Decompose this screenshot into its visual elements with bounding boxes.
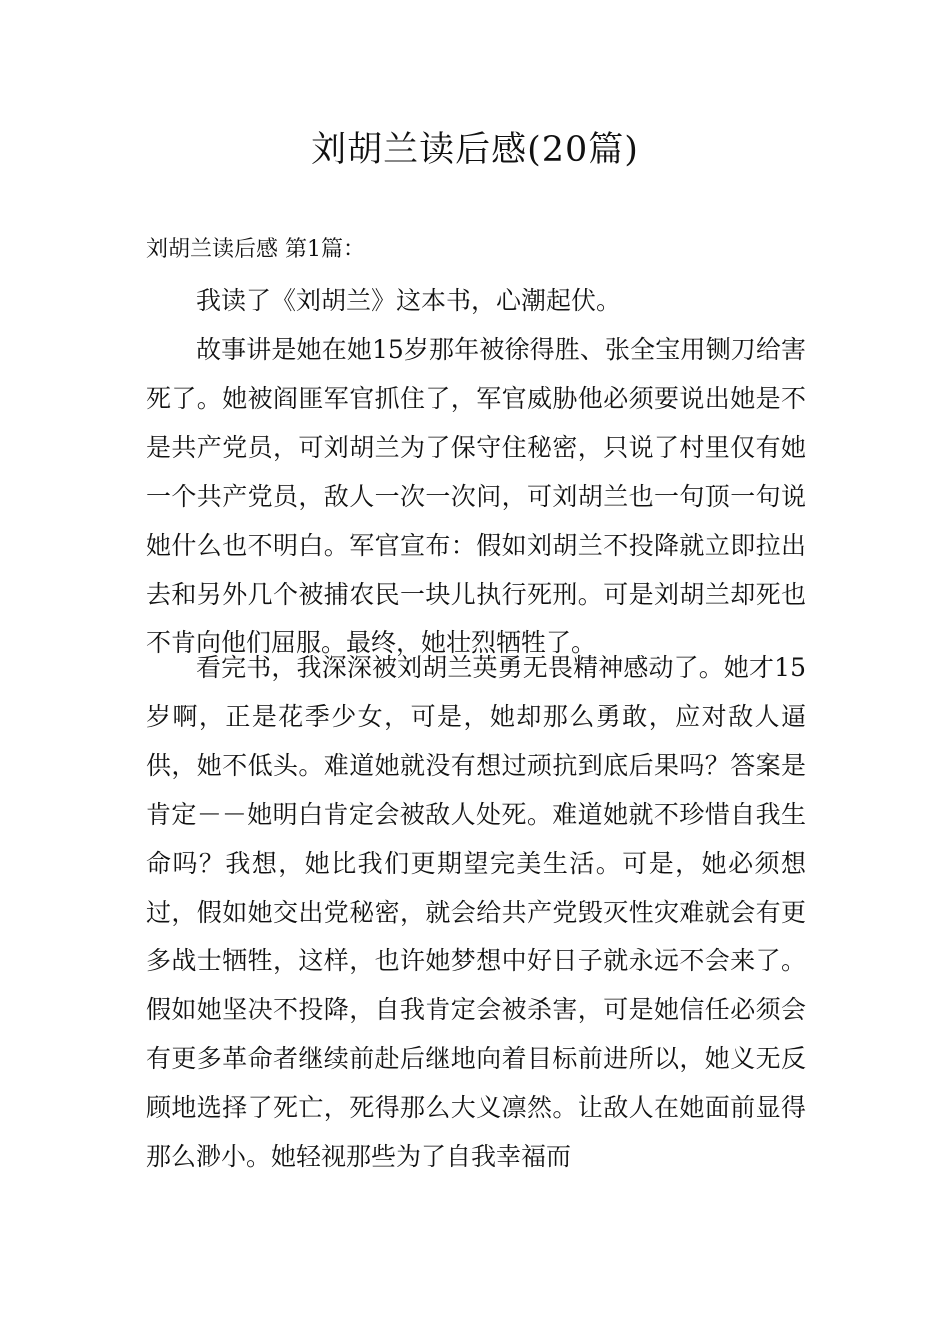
paragraph-intro: 我读了《刘胡兰》这本书，心潮起伏。 (196, 286, 622, 315)
paragraph-story: 故事讲是她在她15岁那年被徐得胜、张全宝用铡刀给害死了。她被阎匪军官抓住了，军官威胁他必须要说出她是不是共产党员，可刘胡兰为了保守住秘密，只说了村里仅有她一个共产党员，敌人一次一次问，可刘胡兰也一句顶一句说她什么也不明白。军官宣布：假如刘胡兰不投降就立即拉出去和另外几个被捕农民一块儿执行死刑。可是刘胡兰却死也不肯向他们屈服。最终，她壮烈牺牲了。 (146, 335, 806, 658)
document-title: 刘胡兰读后感(20篇) (311, 130, 639, 170)
section-heading: 刘胡兰读后感 第1篇： (146, 237, 365, 262)
paragraph-reflection: 看完书，我深深被刘胡兰英勇无畏精神感动了。她才15岁啊，正是花季少女，可是，她却那么勇敢，应对敌人逼供，她不低头。难道她就没有想过顽抗到底后果吗？答案是肯定－－她明白肯定会被敌人处死。难道她就不珍惜自我生命吗？我想，她比我们更期望完美生活。可是，她必须想过，假如她交出党秘密，就会给共产党毁灭性灾难就会有更多战士牺牲，这样，也许她梦想中好日子就永远不会来了。假如她坚决不投降，自我肯定会被杀害，可是她信任必须会有更多革命者继续前赴后继地向着目标前进所以，她义无反顾地选择了死亡，死得那么大义凛然。让敌人在她面前显得那么渺小。她轻视那些为了自我幸福而 (146, 653, 806, 1172)
